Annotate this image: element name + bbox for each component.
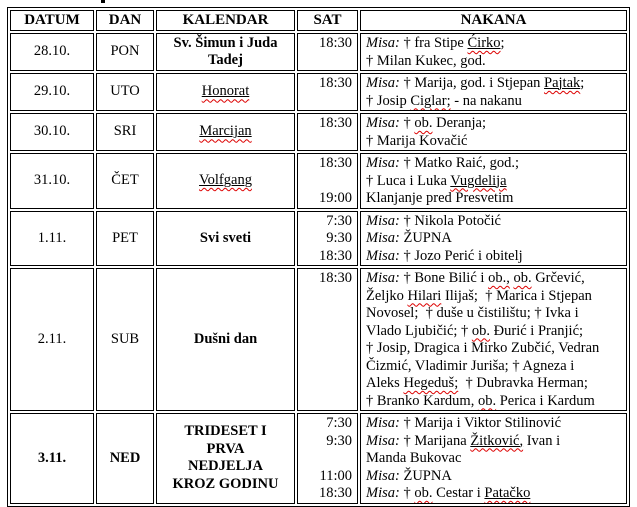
misa-label: Misa: [366, 432, 400, 449]
intention-cell [360, 268, 627, 411]
underlined-squiggle-word: Vugdelija [450, 172, 507, 189]
intention-cell [360, 113, 627, 151]
intention-text: † Marijana [399, 432, 471, 449]
intention-text: † Dubravka Herman; [458, 375, 588, 391]
date-text: 28.10. [33, 43, 71, 60]
squiggle-word [470, 433, 523, 449]
misa-label: Misa: [366, 230, 400, 246]
intention-line [366, 393, 626, 411]
feast-name: Dušni dan [193, 330, 258, 347]
squiggle-word: Hilari [407, 287, 442, 304]
calendar-cell [156, 113, 295, 151]
time-cell [297, 211, 358, 267]
intention-text: † fra Stipe [399, 35, 468, 51]
mass-schedule-table [7, 7, 630, 507]
underlined-squiggle-word: Patačko [484, 485, 531, 501]
calendar-cell [156, 413, 295, 504]
day-text: SRI [113, 123, 137, 140]
day-text: ČET [111, 172, 139, 188]
intention-text: † Matko Raić, god.; [399, 155, 520, 171]
intention-line [366, 433, 626, 451]
intention-text: † Marija Kovačić [366, 132, 468, 149]
intention-line [366, 133, 626, 151]
day-cell [96, 268, 154, 411]
date-cell [10, 268, 94, 411]
squiggle-word: ob. [477, 392, 497, 409]
intention-line [366, 230, 626, 248]
intention-text: - na nakanu [450, 92, 522, 109]
intention-text: † Luca i Luka [366, 172, 451, 189]
intention-text: Deranja; [432, 115, 487, 131]
intention-line [366, 248, 626, 266]
intention-text: Grčević, [531, 270, 585, 286]
mass-time: 9:30 [326, 432, 352, 449]
intention-line [366, 270, 626, 288]
column-header-sat: SAT [297, 10, 358, 31]
calendar-cell [156, 211, 295, 267]
time-cell [297, 113, 358, 151]
intention-line [366, 468, 626, 486]
intention-text: Aleks [366, 375, 404, 391]
date-cell [10, 211, 94, 267]
intention-line [366, 288, 626, 306]
intention-cell [360, 73, 627, 111]
table-body [10, 33, 627, 504]
intention-text: † [399, 115, 415, 131]
intention-line [366, 35, 626, 53]
mass-time: 19:00 [318, 190, 352, 206]
feast-name: Sv. Šimun i Juda [173, 34, 278, 51]
table-row [10, 268, 627, 411]
day-cell [96, 113, 154, 151]
intention-text: Manda Bukovac [366, 450, 462, 466]
intention-text: Klanjanje pred Presvetim [366, 190, 514, 206]
calendar-text [157, 230, 294, 248]
column-header-nakana: NAKANA [360, 10, 627, 31]
underlined-squiggle-word: Pajtak [544, 75, 581, 91]
date-text: 1.11. [37, 229, 67, 246]
intention-text: ; [580, 75, 585, 91]
cropped-text-artifact [101, 0, 105, 3]
intention-cell [360, 413, 627, 504]
intention-text: Željko [366, 287, 408, 304]
misa-label: Misa: [366, 212, 400, 229]
underlined-squiggle-word: Ćirko [467, 35, 501, 51]
intention-text: † Josip [366, 92, 411, 109]
underlined-feast-name [202, 83, 250, 99]
intention-cell [360, 33, 627, 71]
calendar-cell [156, 33, 295, 71]
mass-time [298, 173, 352, 191]
date-cell [10, 113, 94, 151]
misa-label: Misa: [366, 35, 400, 51]
underlined-squiggle-word: Volfgang [199, 172, 252, 188]
intention-text: † [399, 485, 415, 501]
squiggle-word [450, 173, 506, 189]
calendar-text [157, 123, 294, 141]
calendar-cell [156, 73, 295, 111]
date-cell [10, 33, 94, 71]
intention-cell [360, 211, 627, 267]
time-cell [297, 73, 358, 111]
intention-line [366, 190, 626, 208]
misa-label: Misa: [366, 75, 400, 91]
intention-text: Ilijaš; † Marica i Stjepan [441, 287, 592, 304]
squiggle-word: Ciglar; [410, 92, 451, 109]
day-text: NED [109, 449, 141, 466]
intention-line [366, 115, 626, 133]
underlined-feast-name [199, 172, 252, 188]
mass-time: 18:30 [318, 270, 352, 286]
intention-text: † Branko Kardum, [366, 392, 478, 409]
intention-text: Perica i Kardum [496, 392, 595, 409]
mass-time: 18:30 [318, 155, 352, 171]
squiggle-word: ob. [471, 322, 491, 339]
mass-time: 18:30 [318, 247, 352, 264]
intention-text: Čizmić, Vladimir Juriša; † Agneza i [366, 357, 575, 374]
calendar-text [157, 52, 294, 70]
table-row [10, 33, 627, 71]
feast-name: KROZ GODINU [172, 475, 279, 492]
mass-time: 18:30 [318, 485, 352, 501]
calendar-text [157, 35, 294, 53]
intention-text: ŽUPNA [399, 230, 452, 246]
intention-line [366, 358, 626, 376]
day-cell [96, 153, 154, 209]
squiggle-word: Hegeduš; [403, 375, 459, 391]
date-cell [10, 153, 94, 209]
intention-line [366, 53, 626, 71]
mass-time: 11:00 [319, 467, 352, 484]
squiggle-word: ob. [513, 270, 532, 286]
table-row [10, 153, 627, 209]
day-cell [96, 211, 154, 267]
day-text: PET [112, 229, 138, 246]
intention-text: Đurić i Pranjić; [490, 322, 584, 339]
column-header-kalendar: KALENDAR [156, 10, 295, 31]
mass-time: 18:30 [318, 115, 352, 131]
time-cell [297, 33, 358, 71]
calendar-text [157, 458, 294, 476]
calendar-text [157, 423, 294, 441]
intention-line [366, 173, 626, 191]
date-text: 3.11. [37, 449, 67, 466]
intention-text: Ivan i [523, 432, 561, 449]
day-text: PON [110, 43, 140, 60]
intention-cell [360, 153, 627, 209]
intention-text: † Bone Bilić i [399, 270, 489, 286]
misa-label: Misa: [366, 115, 400, 131]
underlined-squiggle-word: Marcijan [199, 123, 252, 140]
calendar-cell [156, 268, 295, 411]
squiggle-word: ob. [414, 115, 433, 131]
table-row [10, 73, 627, 111]
mass-time: 7:30 [326, 212, 352, 229]
intention-text: ŽUPNA [399, 467, 452, 484]
underlined-squiggle-word: Honorat [201, 83, 250, 100]
intention-text: Novosel; † duše u čistilištu; † Ivka i [366, 305, 579, 321]
intention-line [366, 485, 626, 503]
mass-time: 18:30 [318, 75, 352, 91]
calendar-text [157, 83, 294, 101]
mass-time [298, 450, 352, 468]
date-cell [10, 413, 94, 504]
intention-line [366, 450, 626, 468]
date-text: 2.11. [37, 330, 67, 347]
day-text: SUB [110, 330, 140, 347]
intention-text: Cestar i [432, 485, 485, 501]
date-text: 29.10. [33, 83, 71, 100]
table-row [10, 10, 627, 31]
day-cell [96, 33, 154, 71]
calendar-text [157, 331, 294, 349]
feast-name: Tadej [208, 52, 243, 68]
time-cell [297, 413, 358, 504]
table-row [10, 113, 627, 151]
underlined-squiggle-word: Žitković, [470, 432, 524, 449]
intention-text: † Marija i Viktor Stilinović [399, 415, 562, 431]
intention-text: † Marija, god. i Stjepan [399, 75, 545, 91]
intention-line [366, 375, 626, 393]
column-header-datum: DATUM [10, 10, 94, 31]
feast-name: PRVA [206, 440, 245, 457]
intention-text: † Josip, Dragica i Mirko Zubčić, Vedran [366, 340, 600, 356]
intention-text: † Jozo Perić i obitelj [399, 247, 523, 264]
calendar-text [157, 476, 294, 494]
squiggle-word: ob., [488, 270, 510, 286]
feast-name: TRIDESET I [184, 423, 267, 440]
intention-line [366, 305, 626, 323]
feast-name: Svi sveti [199, 229, 252, 246]
day-text: UTO [110, 83, 140, 100]
date-text: 30.10. [33, 123, 71, 140]
calendar-text [157, 172, 294, 190]
misa-label: Misa: [366, 247, 400, 264]
intention-line [366, 415, 626, 433]
mass-time: 7:30 [326, 415, 352, 431]
mass-time: 18:30 [318, 35, 352, 51]
intention-line [366, 213, 626, 231]
intention-line [366, 93, 626, 111]
mass-time: 9:30 [326, 230, 352, 246]
day-cell [96, 413, 154, 504]
misa-label: Misa: [366, 155, 400, 171]
calendar-text [157, 441, 294, 459]
squiggle-word [468, 35, 501, 51]
misa-label: Misa: [366, 467, 400, 484]
time-cell [297, 268, 358, 411]
day-cell [96, 73, 154, 111]
intention-line [366, 340, 626, 358]
squiggle-word [544, 75, 580, 91]
table-row [10, 413, 627, 504]
intention-text: ; [500, 35, 505, 51]
squiggle-word [484, 485, 530, 501]
intention-line [366, 75, 626, 93]
squiggle-word: ob. [414, 485, 433, 501]
underlined-feast-name [199, 123, 251, 139]
date-text: 31.10. [33, 172, 71, 188]
time-cell [297, 153, 358, 209]
misa-label: Misa: [366, 415, 400, 431]
date-cell [10, 73, 94, 111]
intention-text: Vlado Ljubičić; † [366, 322, 472, 339]
calendar-cell [156, 153, 295, 209]
table-header-row [10, 10, 627, 31]
feast-name: NEDJELJA [188, 458, 263, 475]
intention-text: † Milan Kukec, god. [366, 52, 486, 69]
column-header-dan: DAN [96, 10, 154, 31]
intention-line [366, 323, 626, 341]
table-row [10, 211, 627, 267]
intention-text: † Nikola Potočić [399, 212, 501, 229]
intention-line [366, 155, 626, 173]
misa-label: Misa: [366, 485, 400, 501]
misa-label: Misa: [366, 270, 400, 286]
